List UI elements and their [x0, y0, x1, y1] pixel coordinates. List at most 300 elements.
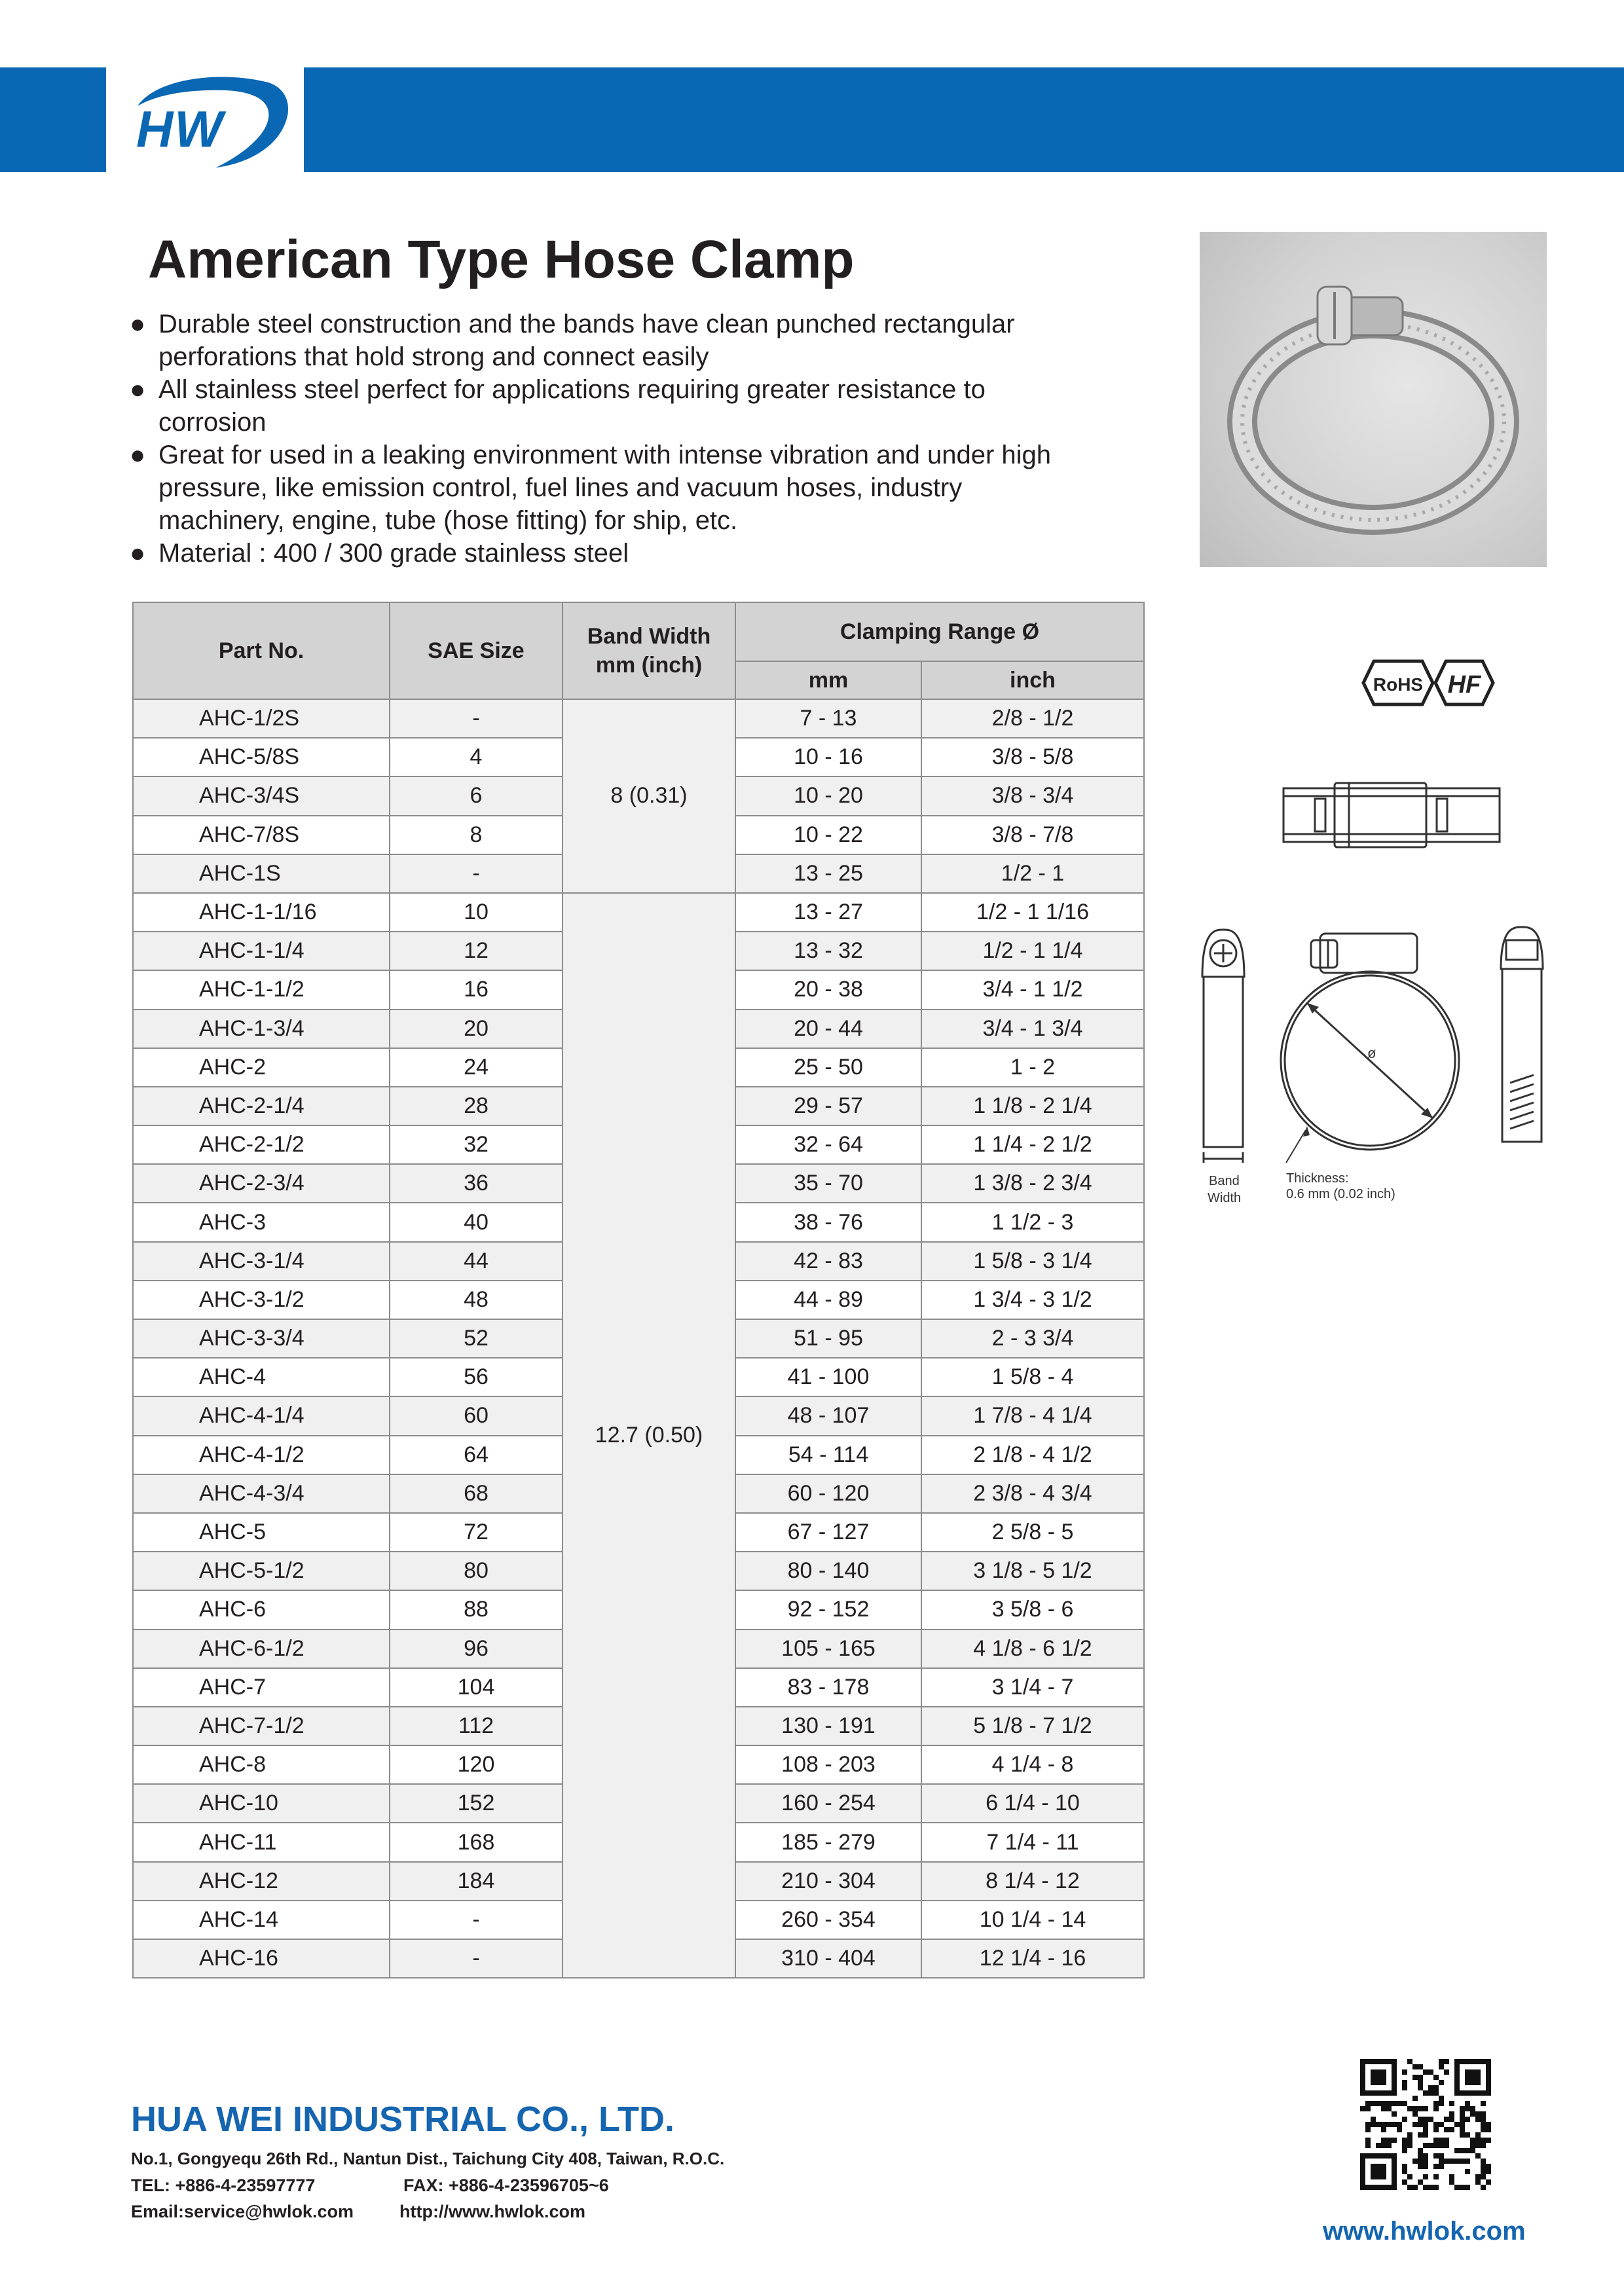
cell-range-mm: 38 - 76 — [735, 1203, 921, 1241]
cell-range-inch: 1 3/4 - 3 1/2 — [921, 1281, 1144, 1319]
qr-module — [1449, 2117, 1454, 2122]
feature-text-line: All stainless steel perfect for applications requiring greater resistance to — [158, 375, 986, 404]
qr-module — [1423, 2117, 1428, 2122]
qr-module — [1407, 2059, 1412, 2064]
cell-sae-size: 32 — [390, 1125, 563, 1164]
qr-module — [1439, 2153, 1444, 2159]
qr-module — [1423, 2106, 1428, 2111]
qr-module — [1465, 2169, 1470, 2174]
qr-module — [1428, 2143, 1433, 2148]
qr-module — [1381, 2101, 1386, 2106]
qr-module — [1381, 2138, 1386, 2143]
qr-module — [1444, 2159, 1449, 2164]
qr-module — [1418, 2064, 1423, 2069]
cell-sae-size: 104 — [390, 1668, 563, 1707]
qr-module — [1418, 2164, 1423, 2169]
qr-module — [1475, 2111, 1481, 2117]
band-label-line1: Band — [1209, 1174, 1240, 1188]
qr-module — [1412, 2122, 1418, 2127]
feature-text-line: machinery, engine, tube (hose fitting) for ship, etc. — [158, 506, 738, 535]
cell-range-inch: 1/2 - 1 — [921, 854, 1144, 893]
cell-range-inch: 1/2 - 1 1/4 — [921, 932, 1144, 970]
diameter-symbol: ø — [1367, 1045, 1376, 1061]
cell-range-inch: 1/2 - 1 1/16 — [921, 893, 1144, 932]
cell-range-inch: 2/8 - 1/2 — [921, 699, 1144, 738]
qr-module — [1460, 2111, 1465, 2117]
qr-module — [1365, 2101, 1371, 2106]
qr-module — [1386, 2101, 1392, 2106]
cell-range-mm: 130 - 191 — [735, 1707, 921, 1745]
qr-module — [1475, 2117, 1481, 2122]
cell-range-inch: 3 5/8 - 6 — [921, 1590, 1144, 1629]
cell-range-mm: 20 - 44 — [735, 1010, 921, 1048]
qr-module — [1423, 2069, 1428, 2075]
qr-module — [1423, 2132, 1428, 2138]
cell-range-mm: 260 - 354 — [735, 1901, 921, 1939]
cell-range-inch: 1 5/8 - 3 1/4 — [921, 1242, 1144, 1281]
cell-range-mm: 54 - 114 — [735, 1436, 921, 1474]
cell-range-mm: 25 - 50 — [735, 1048, 921, 1087]
table-row — [133, 893, 1144, 932]
qr-module — [1371, 2101, 1376, 2106]
cell-range-mm: 80 - 140 — [735, 1552, 921, 1590]
cell-range-mm: 105 - 165 — [735, 1630, 921, 1668]
cell-range-inch: 4 1/8 - 6 1/2 — [921, 1630, 1144, 1668]
cell-part-no: AHC-12 — [133, 1862, 390, 1901]
cell-part-no: AHC-5-1/2 — [133, 1552, 390, 1590]
qr-module — [1439, 2164, 1444, 2169]
qr-module — [1412, 2185, 1418, 2190]
cell-sae-size: 80 — [390, 1552, 563, 1590]
qr-module — [1460, 2127, 1465, 2132]
qr-module — [1418, 2159, 1423, 2164]
cell-range-mm: 67 - 127 — [735, 1513, 921, 1552]
qr-module — [1433, 2138, 1439, 2143]
qr-module — [1475, 2143, 1481, 2148]
qr-module — [1481, 2138, 1486, 2143]
qr-module — [1418, 2132, 1423, 2138]
qr-module — [1423, 2090, 1428, 2096]
cell-part-no: AHC-6 — [133, 1590, 390, 1629]
qr-module — [1371, 2117, 1376, 2122]
cell-sae-size: 184 — [390, 1862, 563, 1901]
qr-module — [1402, 2169, 1407, 2174]
bullet-icon: ● — [130, 441, 146, 469]
qr-module — [1381, 2106, 1386, 2111]
cell-range-inch: 1 3/8 - 2 3/4 — [921, 1164, 1144, 1203]
qr-module — [1386, 2122, 1392, 2127]
bullet-icon: ● — [130, 310, 146, 338]
cell-part-no: AHC-1/2S — [133, 699, 390, 738]
qr-module — [1423, 2153, 1428, 2159]
qr-module — [1439, 2101, 1444, 2106]
qr-module — [1454, 2122, 1460, 2127]
cell-sae-size: 12 — [390, 932, 563, 970]
qr-module — [1449, 2111, 1454, 2117]
cell-part-no: AHC-8 — [133, 1745, 390, 1784]
cell-range-inch: 1 1/2 - 3 — [921, 1203, 1144, 1241]
qr-module — [1397, 2122, 1402, 2127]
qr-module — [1481, 2164, 1486, 2169]
qr-module — [1486, 2169, 1491, 2174]
web-url[interactable]: http://www.hwlok.com — [399, 2202, 585, 2221]
cell-part-no: AHC-3-1/2 — [133, 1281, 390, 1319]
page-title: American Type Hose Clamp — [148, 230, 855, 289]
qr-module — [1423, 2185, 1428, 2190]
qr-module — [1465, 2159, 1470, 2164]
qr-module — [1470, 2143, 1475, 2148]
cell-range-mm: 29 - 57 — [735, 1087, 921, 1125]
qr-module — [1433, 2174, 1439, 2179]
feature-text-line: Great for used in a leaking environment with intense vibration and under high — [158, 441, 1052, 469]
cell-part-no: AHC-1-1/4 — [133, 932, 390, 970]
qr-module — [1412, 2096, 1418, 2101]
qr-module — [1407, 2185, 1412, 2190]
qr-module — [1470, 2138, 1475, 2143]
cell-range-mm: 185 - 279 — [735, 1823, 921, 1861]
cell-part-no: AHC-7 — [133, 1668, 390, 1707]
qr-module — [1402, 2085, 1407, 2090]
qr-module — [1449, 2179, 1454, 2185]
contact-email-line — [131, 2202, 585, 2222]
thickness-label-line2: 0.6 mm (0.02 inch) — [1286, 1187, 1395, 1201]
cell-range-mm: 41 - 100 — [735, 1358, 921, 1396]
cell-part-no: AHC-2-1/2 — [133, 1125, 390, 1164]
cell-range-inch: 4 1/4 - 8 — [921, 1745, 1144, 1784]
qr-module — [1460, 2159, 1465, 2164]
cell-range-mm: 42 - 83 — [735, 1242, 921, 1281]
qr-module — [1433, 2143, 1439, 2148]
qr-module — [1439, 2138, 1444, 2143]
qr-module — [1376, 2122, 1381, 2127]
qr-module — [1428, 2117, 1433, 2122]
qr-module — [1423, 2164, 1428, 2169]
cell-sae-size: 60 — [390, 1396, 563, 1435]
qr-module — [1486, 2164, 1491, 2169]
qr-module — [1433, 2164, 1439, 2169]
qr-module — [1454, 2185, 1460, 2190]
header-clamping-range: Clamping Range Ø — [735, 602, 1144, 661]
qr-module — [1460, 2106, 1465, 2111]
feature-item — [117, 537, 1138, 570]
qr-module — [1402, 2117, 1407, 2122]
qr-module — [1481, 2122, 1486, 2127]
qr-module — [1460, 2185, 1465, 2190]
cell-sae-size: 8 — [390, 816, 563, 854]
qr-module — [1433, 2122, 1439, 2127]
qr-module — [1402, 2080, 1407, 2085]
cell-band-width: 8 (0.31) — [563, 699, 735, 893]
cell-range-inch: 2 1/8 - 4 1/2 — [921, 1436, 1144, 1474]
qr-module — [1402, 2143, 1407, 2148]
qr-module — [1460, 2122, 1465, 2127]
cell-range-inch: 3/8 - 7/8 — [921, 816, 1144, 854]
qr-module — [1481, 2143, 1486, 2148]
cell-range-mm: 20 - 38 — [735, 970, 921, 1009]
cell-sae-size: 168 — [390, 1823, 563, 1861]
cell-sae-size: 24 — [390, 1048, 563, 1087]
cell-range-mm: 108 - 203 — [735, 1745, 921, 1784]
qr-module — [1439, 2143, 1444, 2148]
cell-range-inch: 2 3/8 - 4 3/4 — [921, 1474, 1144, 1513]
qr-module — [1428, 2085, 1433, 2090]
qr-module — [1418, 2075, 1423, 2080]
band-label-line2: Width — [1208, 1191, 1242, 1205]
top-view — [1283, 783, 1500, 847]
qr-module — [1407, 2174, 1412, 2179]
cell-sae-size: - — [390, 1901, 563, 1939]
qr-module — [1418, 2080, 1423, 2085]
qr-module — [1402, 2148, 1407, 2153]
cell-range-inch: 8 1/4 - 12 — [921, 1862, 1144, 1901]
cell-range-inch: 1 5/8 - 4 — [921, 1358, 1144, 1396]
qr-module — [1465, 2148, 1470, 2153]
cell-range-inch: 3/8 - 3/4 — [921, 776, 1144, 815]
header-inch: inch — [921, 661, 1144, 699]
cell-sae-size: 44 — [390, 1242, 563, 1281]
qr-module — [1376, 2143, 1381, 2148]
header-mm: mm — [735, 661, 921, 699]
cell-sae-size: 88 — [390, 1590, 563, 1629]
qr-module — [1412, 2064, 1418, 2069]
cell-sae-size: 68 — [390, 1474, 563, 1513]
cell-range-mm: 7 - 13 — [735, 699, 921, 738]
feature-item — [117, 373, 1138, 439]
cell-range-mm: 32 - 64 — [735, 1125, 921, 1164]
qr-module — [1486, 2179, 1491, 2185]
qr-module — [1481, 2101, 1486, 2106]
qr-module — [1412, 2106, 1418, 2111]
qr-module — [1486, 2122, 1491, 2127]
qr-module — [1418, 2117, 1423, 2122]
qr-module — [1433, 2075, 1439, 2080]
cell-range-inch: 3 1/4 - 7 — [921, 1668, 1144, 1707]
qr-module — [1407, 2143, 1412, 2148]
rohs-label: RoHS — [1373, 674, 1424, 695]
qr-module — [1407, 2132, 1412, 2138]
side-view-right — [1501, 927, 1543, 1142]
cell-range-inch: 5 1/8 - 7 1/2 — [921, 1707, 1144, 1745]
cell-part-no: AHC-3-1/4 — [133, 1242, 390, 1281]
qr-module — [1460, 2148, 1465, 2153]
telephone: TEL: +886-4-23597777 — [131, 2176, 316, 2195]
cell-part-no: AHC-5/8S — [133, 738, 390, 776]
qr-module — [1439, 2064, 1444, 2069]
qr-module — [1392, 2138, 1397, 2143]
cell-range-mm: 35 - 70 — [735, 1164, 921, 1203]
qr-module — [1418, 2106, 1423, 2111]
cell-range-mm: 60 - 120 — [735, 1474, 921, 1513]
qr-module — [1470, 2106, 1475, 2111]
qr-module — [1433, 2085, 1439, 2090]
feature-item — [117, 308, 1138, 373]
fax: FAX: +886-4-23596705~6 — [403, 2176, 609, 2195]
cell-range-mm: 13 - 32 — [735, 932, 921, 970]
cell-range-mm: 10 - 20 — [735, 776, 921, 815]
cell-sae-size: 96 — [390, 1630, 563, 1668]
cell-part-no: AHC-14 — [133, 1901, 390, 1939]
website-link[interactable]: www.hwlok.com — [1323, 2217, 1526, 2246]
cell-part-no: AHC-6-1/2 — [133, 1630, 390, 1668]
qr-module — [1412, 2159, 1418, 2164]
cell-sae-size: 72 — [390, 1513, 563, 1552]
qr-module — [1397, 2101, 1402, 2106]
qr-module — [1433, 2127, 1439, 2132]
qr-module — [1433, 2185, 1439, 2190]
cell-range-mm: 83 - 178 — [735, 1668, 921, 1707]
qr-module — [1465, 2117, 1470, 2122]
qr-module — [1475, 2153, 1481, 2159]
qr-module — [1444, 2143, 1449, 2148]
cell-range-mm: 44 - 89 — [735, 1281, 921, 1319]
cell-part-no: AHC-1S — [133, 854, 390, 893]
cell-range-mm: 10 - 22 — [735, 816, 921, 854]
qr-module — [1439, 2096, 1444, 2101]
cell-part-no: AHC-7-1/2 — [133, 1707, 390, 1745]
qr-module — [1423, 2174, 1428, 2179]
qr-module — [1444, 2059, 1449, 2064]
qr-module — [1365, 2127, 1371, 2132]
feature-text-line: corrosion — [158, 408, 267, 437]
qr-module — [1412, 2111, 1418, 2117]
cell-range-mm: 51 - 95 — [735, 1319, 921, 1358]
cell-range-mm: 13 - 25 — [735, 854, 921, 893]
cell-sae-size: 6 — [390, 776, 563, 815]
table-row — [133, 699, 1144, 738]
qr-module — [1423, 2127, 1428, 2132]
feature-text-line: perforations that hold strong and connect easily — [158, 342, 709, 371]
qr-module — [1465, 2106, 1470, 2111]
qr-module — [1465, 2185, 1470, 2190]
qr-module — [1481, 2111, 1486, 2117]
qr-module — [1481, 2159, 1486, 2164]
qr-module — [1428, 2185, 1433, 2190]
certification-badges — [1354, 655, 1502, 711]
cell-sae-size: - — [390, 1939, 563, 1978]
cell-part-no: AHC-3 — [133, 1203, 390, 1241]
cell-range-mm: 92 - 152 — [735, 1590, 921, 1629]
qr-module — [1371, 2122, 1376, 2127]
feature-text-line: Material : 400 / 300 grade stainless steel — [158, 539, 629, 568]
cell-range-mm: 48 - 107 — [735, 1396, 921, 1435]
header-sae-size: SAE Size — [390, 602, 563, 699]
cell-sae-size: 64 — [390, 1436, 563, 1474]
hw-logo — [111, 68, 299, 173]
cell-part-no: AHC-3/4S — [133, 776, 390, 815]
logo-text: HW — [136, 100, 224, 158]
cell-sae-size: - — [390, 854, 563, 893]
qr-module — [1475, 2138, 1481, 2143]
cell-range-inch: 1 1/4 - 2 1/2 — [921, 1125, 1144, 1164]
cell-sae-size: 48 — [390, 1281, 563, 1319]
qr-module — [1470, 2148, 1475, 2153]
qr-module — [1428, 2090, 1433, 2096]
qr-module — [1439, 2059, 1444, 2064]
cell-sae-size: 28 — [390, 1087, 563, 1125]
qr-module — [1481, 2185, 1486, 2190]
qr-module — [1423, 2122, 1428, 2127]
qr-module — [1460, 2132, 1465, 2138]
bullet-icon: ● — [130, 375, 146, 404]
cell-part-no: AHC-1-1/2 — [133, 970, 390, 1009]
cell-range-inch: 2 5/8 - 5 — [921, 1513, 1144, 1552]
hf-label: HF — [1447, 671, 1481, 699]
cell-range-mm: 10 - 16 — [735, 738, 921, 776]
qr-module — [1428, 2069, 1433, 2075]
qr-module — [1433, 2106, 1439, 2111]
qr-module — [1402, 2164, 1407, 2169]
cell-part-no: AHC-4-1/4 — [133, 1396, 390, 1435]
cell-range-inch: 1 1/8 - 2 1/4 — [921, 1087, 1144, 1125]
cell-sae-size: 56 — [390, 1358, 563, 1396]
header-part-no: Part No. — [133, 602, 390, 699]
cell-sae-size: 16 — [390, 970, 563, 1009]
cell-part-no: AHC-4-1/2 — [133, 1436, 390, 1474]
cell-range-mm: 210 - 304 — [735, 1862, 921, 1901]
cell-part-no: AHC-11 — [133, 1823, 390, 1861]
cell-sae-size: - — [390, 699, 563, 738]
qr-module — [1397, 2127, 1402, 2132]
cell-sae-size: 52 — [390, 1319, 563, 1358]
qr-module — [1475, 2174, 1481, 2179]
qr-module — [1481, 2169, 1486, 2174]
cell-part-no: AHC-1-1/16 — [133, 893, 390, 932]
qr-module — [1392, 2111, 1397, 2117]
cell-range-inch: 2 - 3 3/4 — [921, 1319, 1144, 1358]
qr-module — [1465, 2101, 1470, 2106]
qr-module — [1381, 2127, 1386, 2132]
qr-module — [1402, 2138, 1407, 2143]
qr-module — [1392, 2101, 1397, 2106]
feature-list — [117, 308, 1138, 570]
qr-module — [1381, 2122, 1386, 2127]
qr-module — [1439, 2080, 1444, 2085]
qr-module — [1433, 2153, 1439, 2159]
header-band-width: Band Width mm (inch) — [563, 602, 735, 699]
cell-part-no: AHC-2-1/4 — [133, 1087, 390, 1125]
qr-module — [1449, 2159, 1454, 2164]
qr-module — [1402, 2101, 1407, 2106]
product-photo — [1200, 232, 1547, 567]
cell-range-inch: 12 1/4 - 16 — [921, 1939, 1144, 1978]
cell-range-inch: 1 - 2 — [921, 1048, 1144, 1087]
cell-part-no: AHC-3-3/4 — [133, 1319, 390, 1358]
qr-module — [1460, 2117, 1465, 2122]
thickness-label-line1: Thickness: — [1286, 1171, 1349, 1186]
qr-module — [1418, 2085, 1423, 2090]
cell-range-inch: 3/4 - 1 3/4 — [921, 1010, 1144, 1048]
qr-module — [1433, 2101, 1439, 2106]
qr-module — [1444, 2069, 1449, 2075]
feature-item — [117, 439, 1138, 537]
qr-module — [1423, 2143, 1428, 2148]
qr-module — [1418, 2153, 1423, 2159]
cell-part-no: AHC-1-3/4 — [133, 1010, 390, 1048]
cell-sae-size: 112 — [390, 1707, 563, 1745]
qr-module — [1439, 2122, 1444, 2127]
cell-part-no: AHC-7/8S — [133, 816, 390, 854]
cell-range-inch: 10 1/4 - 14 — [921, 1901, 1144, 1939]
cell-part-no: AHC-2-3/4 — [133, 1164, 390, 1203]
cell-part-no: AHC-10 — [133, 1784, 390, 1823]
qr-module — [1418, 2122, 1423, 2127]
qr-module — [1481, 2127, 1486, 2132]
email: Email:service@hwlok.com — [131, 2202, 354, 2221]
qr-module — [1386, 2138, 1392, 2143]
qr-module — [1365, 2122, 1371, 2127]
qr-module — [1470, 2111, 1475, 2117]
cell-sae-size: 4 — [390, 738, 563, 776]
